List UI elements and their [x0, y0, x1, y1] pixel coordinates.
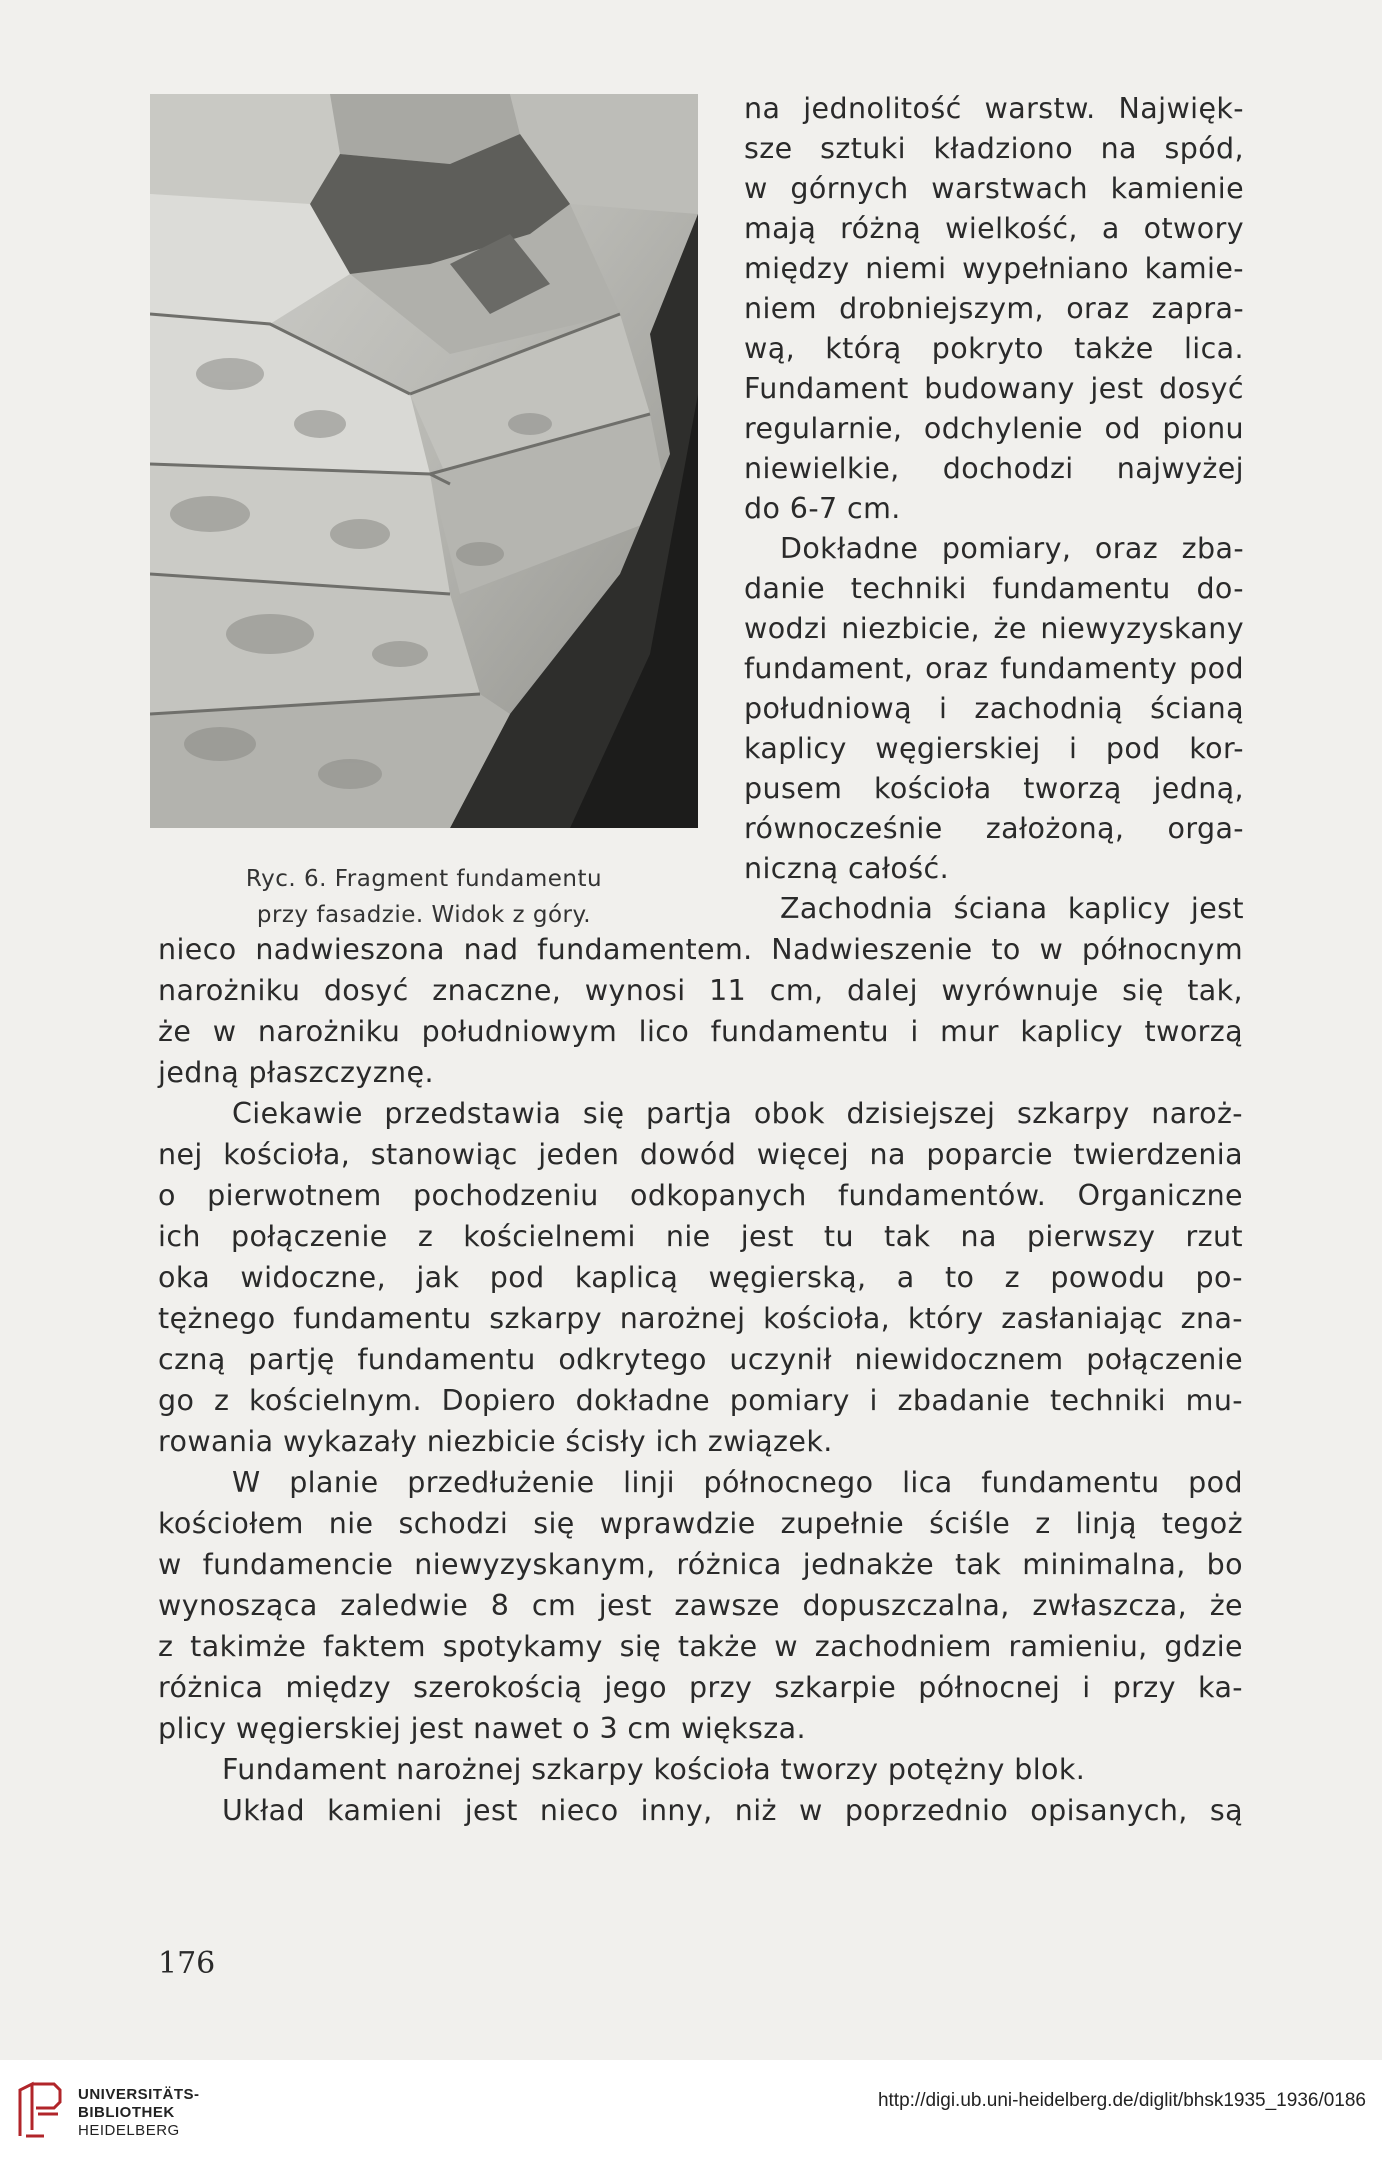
text-line: tężnego fundamentu szkarpy narożnej kościoła, który zasłaniając zna- — [158, 1302, 1243, 1335]
text-line: go z kościelnym. Dopiero dokładne pomiary i zbadanie techniki mu- — [158, 1384, 1243, 1417]
text-line: sze sztuki kładziono na spód, — [744, 132, 1244, 165]
text-line: regularnie, odchylenie od pionu — [744, 412, 1244, 445]
text-line: Fundament budowany jest dosyć — [744, 372, 1244, 405]
text-line: rowania wykazały niezbicie ścisły ich związek. — [158, 1425, 833, 1458]
text-line: niczną całość. — [744, 852, 950, 885]
text-line: Układ kamieni jest nieco inny, niż w poprzednio opisanych, są — [222, 1794, 1243, 1827]
text-line: danie techniki fundamentu do- — [744, 572, 1244, 605]
text-line: niewielkie, dochodzi najwyżej — [744, 452, 1244, 485]
text-line: w fundamencie niewyzyskanym, różnica jednakże tak minimalna, bo — [158, 1548, 1243, 1581]
text-line: Fundament narożnej szkarpy kościoła tworzy potężny blok. — [222, 1753, 1086, 1786]
text-line: południową i zachodnią ścianą — [744, 692, 1244, 725]
text-line: plicy węgierskiej jest nawet o 3 cm większa. — [158, 1712, 806, 1745]
foundation-photo-drawing — [150, 94, 698, 828]
text-line: fundament, oraz fundamenty pod — [744, 652, 1244, 685]
figure-caption: przy fasadzie. Widok z góry. — [256, 902, 592, 928]
source-url-link[interactable]: http://digi.ub.uni-heidelberg.de/diglit/bhsk1935_1936/0186 — [877, 2090, 1366, 2111]
text-line: wodzi niezbicie, że niewyzyskany — [744, 612, 1244, 645]
logo-text: HEIDELBERG — [78, 2122, 180, 2139]
text-line: na jednolitość warstw. Najwięk- — [744, 92, 1244, 125]
text-line: z takimże faktem spotykamy się także w zachodniem ramieniu, gdzie — [158, 1630, 1243, 1663]
text-line: nieco nadwieszona nad fundamentem. Nadwieszenie to w północnym — [158, 933, 1243, 966]
text-line: Dokładne pomiary, oraz zba- — [780, 532, 1244, 565]
page-number: 176 — [158, 1946, 216, 1981]
text-line: Zachodnia ściana kaplicy jest — [780, 892, 1244, 925]
text-line: równocześnie założoną, orga- — [744, 812, 1244, 845]
text-line: jedną płaszczyznę. — [158, 1056, 434, 1089]
text-line: W planie przedłużenie linji północnego lica fundamentu pod — [232, 1466, 1243, 1499]
library-logo-icon[interactable] — [14, 2080, 66, 2140]
text-line: pusem kościoła tworzą jedną, — [744, 772, 1244, 805]
text-line: wynosząca zaledwie 8 cm jest zawsze dopuszczalna, zwłaszcza, że — [158, 1589, 1243, 1622]
text-line: w górnych warstwach kamienie — [744, 172, 1244, 205]
text-line: Ciekawie przedstawia się partja obok dzisiejszej szkarpy naroż- — [232, 1097, 1243, 1130]
text-line: kaplicy węgierskiej i pod kor- — [744, 732, 1244, 765]
logo-text: UNIVERSITÄTS- — [78, 2086, 200, 2103]
text-line: różnica między szerokością jego przy szkarpie północnej i przy ka- — [158, 1671, 1243, 1704]
text-line: o pierwotnem pochodzeniu odkopanych fundamentów. Organiczne — [158, 1179, 1243, 1212]
text-line: nej kościoła, stanowiąc jeden dowód więcej na poparcie twierdzenia — [158, 1138, 1243, 1171]
figure-caption: Ryc. 6. Fragment fundamentu — [245, 866, 603, 892]
text-line: czną partję fundamentu odkrytego uczynił niewidocznem połączenie — [158, 1343, 1243, 1376]
text-line: wą, którą pokryto także lica. — [744, 332, 1244, 365]
logo-text: BIBLIOTHEK — [78, 2104, 175, 2121]
text-line: do 6-7 cm. — [744, 492, 901, 525]
text-line: kościołem nie schodzi się wprawdzie zupełnie ściśle z linją tegoż — [158, 1507, 1243, 1540]
text-line: narożniku dosyć znaczne, wynosi 11 cm, dalej wyrównuje się tak, — [158, 974, 1243, 1007]
foundation-photo — [150, 94, 698, 828]
text-line: niem drobniejszym, oraz zapra- — [744, 292, 1244, 325]
text-line: między niemi wypełniano kamie- — [744, 252, 1244, 285]
text-line: że w narożniku południowym lico fundamentu i mur kaplicy tworzą — [158, 1015, 1243, 1048]
text-line: oka widoczne, jak pod kaplicą węgierską, a to z powodu po- — [158, 1261, 1243, 1294]
text-line: ich połączenie z kościelnemi nie jest tu tak na pierwszy rzut — [158, 1220, 1243, 1253]
text-line: mają różną wielkość, a otwory — [744, 212, 1244, 245]
